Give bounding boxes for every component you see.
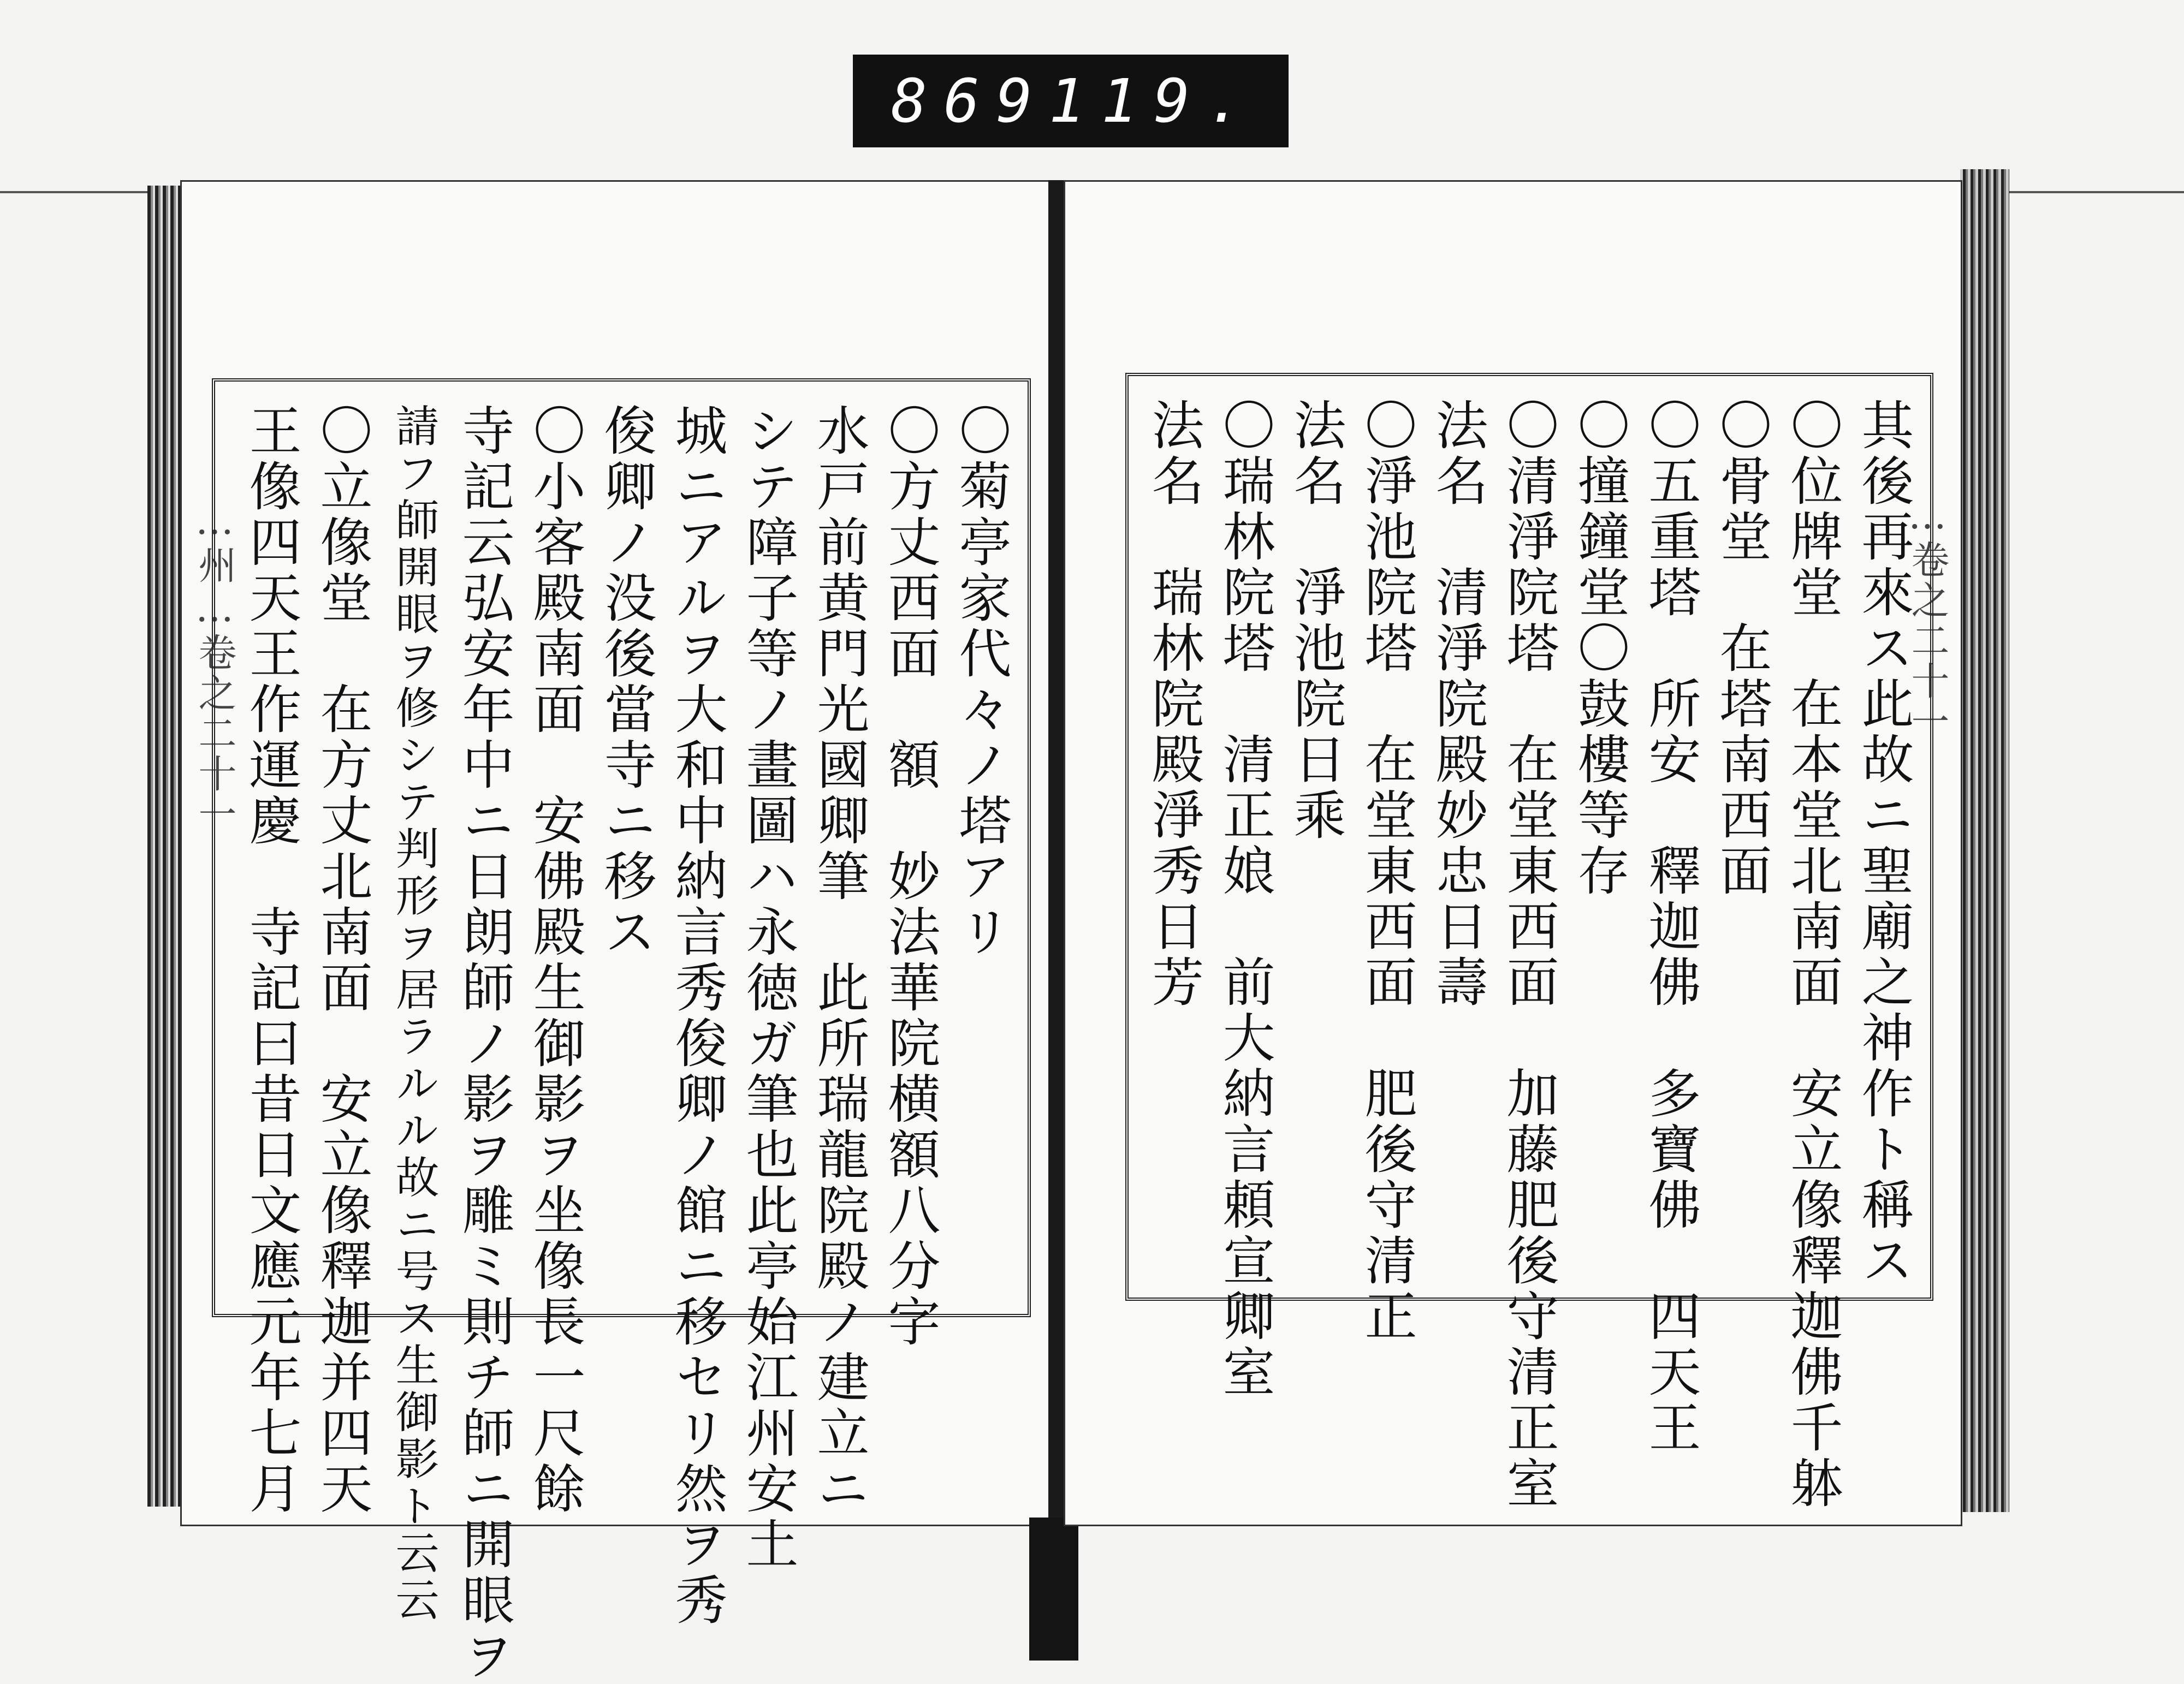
right-column-1: 其後再來ス此故ニ聖廟之神作ト稱ス xyxy=(1853,398,1914,1289)
left-column-9: 請フ師開眼ヲ修シテ判形ヲ居ラルル故ニ号ス生御影ト云云 xyxy=(388,403,439,1624)
right-column-11: 法名 瑞林院殿淨秀日芳 xyxy=(1143,398,1204,1010)
right-column-9: 法名 淨池院日乘 xyxy=(1285,398,1346,843)
frame-number-left: 869 xyxy=(891,66,1049,136)
right-page-edge xyxy=(1960,169,2009,1512)
left-column-8: 寺記云弘安年中ニ日朗師ノ影ヲ雕ミ則チ師ニ開眼ヲ xyxy=(454,403,515,1684)
book-spine-foot xyxy=(1029,1518,1078,1661)
frame-number-label xyxy=(853,55,1289,147)
left-column-3: 水戸前黄門光國卿筆 此所瑞龍院殿ノ建立ニ xyxy=(809,403,870,1517)
left-column-4: シテ障子等ノ畫圖ハ永徳ガ筆也此亭始江州安土 xyxy=(738,403,799,1573)
left-page xyxy=(180,180,1052,1684)
book-spine xyxy=(1048,180,1064,1578)
left-page-margin-title: …州…卷之二十一 xyxy=(192,498,237,835)
right-page xyxy=(1064,180,1962,1526)
left-column-1: 〇菊亭家代々ノ塔アリ xyxy=(951,403,1012,960)
left-column-11: 王像四天王作運慶 寺記曰昔日文應元年七月 xyxy=(241,403,302,1517)
right-column-7: 法名 清淨院殿妙忠日壽 xyxy=(1427,398,1488,1010)
right-column-8: 〇淨池院塔 在堂東西面 肥後守清正 xyxy=(1356,398,1417,1344)
left-column-2: 〇方丈西面 額 妙法華院横額八分字 xyxy=(880,403,941,1350)
right-column-10: 〇瑞林院塔 清正娘 前大納言頼宣卿室 xyxy=(1214,398,1275,1400)
left-column-5: 城ニアルヲ大和中納言秀俊卿ノ館ニ移セリ然ヲ秀 xyxy=(667,403,728,1628)
right-column-4: 〇五重塔 所安 釋迦佛 多寶佛 四天王 xyxy=(1640,398,1701,1456)
right-page-margin-title: …卷之二十一 xyxy=(1905,493,1950,742)
right-column-6: 〇清淨院塔 在堂東西面 加藤肥後守清正室 xyxy=(1498,398,1559,1512)
right-column-2: 〇位牌堂 在本堂北南面 安立像釋迦佛千躰 xyxy=(1782,398,1843,1512)
right-column-3: 〇骨堂 在塔南西面 xyxy=(1711,398,1772,899)
left-column-7: 〇小客殿南面 安佛殿生御影ヲ坐像長一尺餘 xyxy=(525,403,586,1517)
frame-number-right: 119. xyxy=(1048,66,1259,136)
left-column-6: 俊卿ノ没後當寺ニ移ス xyxy=(596,403,657,960)
left-column-10: 〇立像堂 在方丈北南面 安立像釋迦并四天 xyxy=(312,403,373,1517)
right-column-5: 〇撞鐘堂〇鼓樓等存 xyxy=(1569,398,1630,899)
left-text-block xyxy=(212,378,1031,1684)
right-text-block xyxy=(1125,373,1933,1512)
